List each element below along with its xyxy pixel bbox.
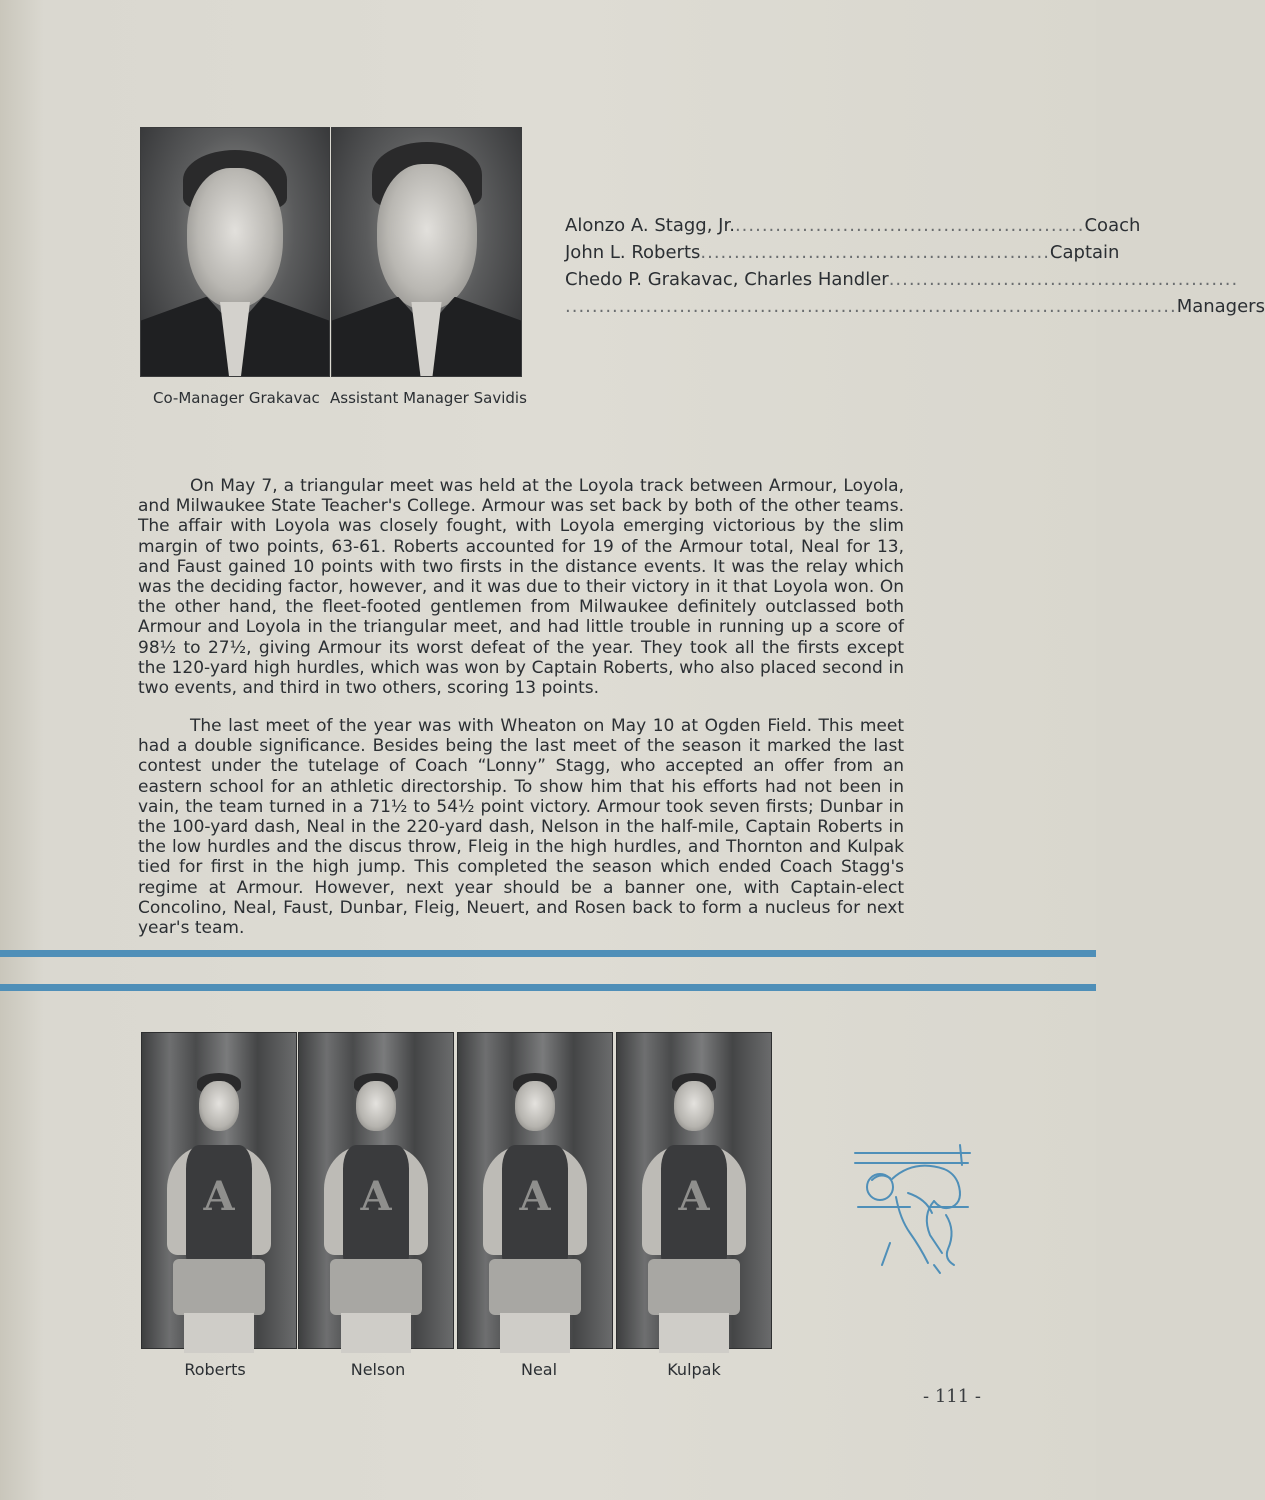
portrait-photo-savidis — [331, 127, 522, 377]
runner-name-nelson: Nelson — [350, 1360, 406, 1379]
divider-rule-top — [0, 950, 1096, 957]
portrait-photo-grakavac — [140, 127, 330, 377]
staff-row-captain: John L. Roberts .................................................... Captain — [565, 239, 905, 266]
caption-assistant-manager: Assistant Manager Savidis — [330, 389, 527, 407]
runner-name-neal: Neal — [520, 1360, 558, 1379]
hurdler-sketch-icon — [850, 1125, 975, 1290]
runner-photo-nelson: A — [298, 1032, 454, 1349]
divider-rule-bottom — [0, 984, 1096, 991]
staff-name: John L. Roberts — [565, 242, 701, 263]
staff-role: Captain — [1049, 242, 1120, 263]
runner-photo-roberts: A — [141, 1032, 297, 1349]
paragraph-wheaton-meet: The last meet of the year was with Wheaton on May 10 at Ogden Field. This meet had a double significance. Besides being the last meet of the season it marked the last contest under the tutelage of Coach “Lonny” Stagg, who accepted an offer from an eastern school for an athletic directorship. To show him that his efforts had not been in vain, the team turned in a 71½ to 54½ point victory. Armour took seven firsts; Dunbar in the 100-yard dash, Neal in the 220-yard dash, Nelson in the half-mile, Captain Roberts in the low hurdles and the discus throw, Fleig in the high hurdles, and Thornton and Kulpak tied for first in the high jump. This completed the season which ended Coach Stagg's regime at Armour. However, next year should be a banner one, with Captain-elect Concolino, Neal, Faust, Dunbar, Fleig, Neuert, and Rosen back to form a nucleus for next year's team. — [138, 716, 904, 939]
managers-role: Managers — [1176, 296, 1265, 317]
runner-photo-kulpak: A — [616, 1032, 772, 1349]
managers-names: Chedo P. Grakavac, Charles Handler — [565, 269, 889, 290]
page-number: - 111 - — [923, 1386, 981, 1407]
staff-name: Alonzo A. Stagg, Jr. — [565, 215, 735, 236]
runner-name-kulpak: Kulpak — [667, 1360, 721, 1379]
staff-role: Coach — [1084, 215, 1141, 236]
runner-name-roberts: Roberts — [184, 1360, 246, 1379]
staff-row-managers-role: ........................................................................................... Managers — [565, 293, 905, 320]
paragraph-triangular-meet: On May 7, a triangular meet was held at the Loyola track between Armour, Loyola, and Milwaukee State Teacher's College. Armour was set back by both of the other teams. The affair with Loyola was closely fought, with Loyola emerging victorious by the slim margin of two points, 63-61. Roberts accounted for 19 of the Armour total, Neal for 13, and Faust gained 10 points with two firsts in the distance events. It was the relay which was the deciding factor, however, and it was due to their victory in it that Loyola won. On the other hand, the fleet-footed gentlemen from Milwaukee definitely outclassed both Armour and Loyola in the triangular meet, and had little trouble in running up a score of 98½ to 27½, giving Armour its worst defeat of the year. They took all the firsts except the 120-yard high hurdles, which was won by Captain Roberts, who also placed second in two events, and third in two others, scoring 13 points. — [138, 476, 904, 699]
staff-row-managers: Chedo P. Grakavac, Charles Handler .................................................... — [565, 266, 905, 293]
staff-row-coach: Alonzo A. Stagg, Jr. .................................................... Coach — [565, 212, 905, 239]
caption-co-manager: Co-Manager Grakavac — [153, 389, 320, 407]
runner-photo-neal: A — [457, 1032, 613, 1349]
staff-list — [565, 212, 1265, 320]
